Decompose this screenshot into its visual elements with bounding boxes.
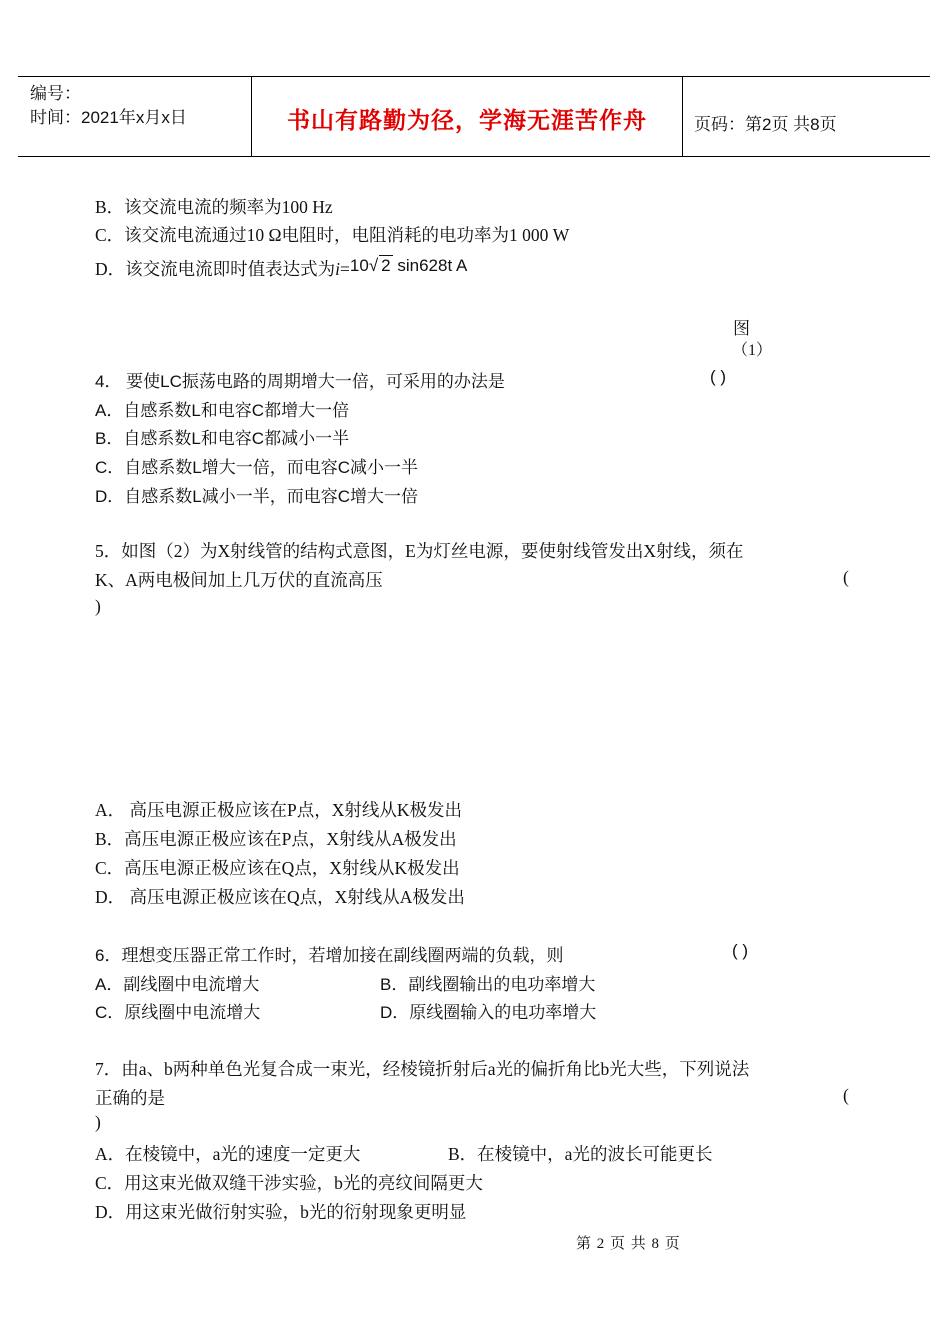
sqrt-icon: √ [368, 256, 379, 275]
header-motto: 书山有路勤为径，学海无涯苦作舟 [287, 107, 647, 133]
q6-answer-bracket: ( ) [732, 941, 749, 960]
time-label: 时间：2021年x月x日 [30, 108, 187, 127]
q6-option-c: C．原线圈中电流增大 [95, 1003, 261, 1022]
q5-option-b: B．高压电源正极应该在P点，X射线从A极发出 [95, 829, 457, 849]
q6-option-a: A．副线圈中电流增大 [95, 975, 260, 994]
q3-formula [350, 256, 467, 275]
figure-1-label: 图 [733, 319, 750, 338]
q5-option-a: A． 高压电源正极应该在P点，X射线从K极发出 [95, 800, 463, 820]
q5-option-d: D． 高压电源正极应该在Q点，X射线从A极发出 [95, 887, 465, 907]
q5-option-c: C．高压电源正极应该在Q点，X射线从K极发出 [95, 858, 460, 878]
header-page-label: 页码：第2页 共8页 [694, 115, 837, 134]
q3-formula-radicand: 2 [381, 256, 391, 275]
number-label: 编号： [30, 84, 81, 103]
header-meta [30, 82, 187, 130]
q3-option-d-text: D．该交流电流即时值表达式为 [95, 259, 336, 279]
q4-stem: 4． 要使LC振荡电路的周期增大一倍，可采用的办法是 [95, 372, 505, 391]
footer-page-number: 第 2 页 共 8 页 [576, 1236, 681, 1252]
q6-option-b: B．副线圈输出的电功率增大 [380, 975, 596, 994]
header-divider-right [682, 76, 683, 157]
q3-formula-coef: 10 [349, 256, 369, 275]
q5-stem-line-2: K、A两电极间加上几万伏的直流高压 [95, 570, 383, 590]
q3-option-c: C．该交流电流通过10 Ω电阻时，电阻消耗的电功率为1 000 W [95, 225, 570, 245]
q6-stem: 6．理想变压器正常工作时，若增加接在副线圈两端的负载，则 [95, 946, 564, 965]
q3-option-b: B．该交流电流的频率为100 Hz [95, 197, 333, 217]
q5-stem-line-1: 5．如图（2）为X射线管的结构式意图，E为灯丝电源，要使射线管发出X射线，须在 [95, 541, 744, 561]
q4-option-d: D．自感系数L减小一半，而电容C增大一倍 [95, 487, 419, 506]
q5-bracket-close: ) [95, 596, 101, 616]
figure-1-number: （1） [732, 342, 773, 359]
q7-option-c: C．用这束光做双缝干涉实验，b光的亮纹间隔更大 [95, 1173, 483, 1193]
q4-option-c: C．自感系数L增大一倍，而电容C减小一半 [95, 458, 419, 477]
q6-option-d: D．原线圈输入的电功率增大 [380, 1003, 597, 1022]
q5-bracket-open: ( [843, 567, 849, 587]
q7-bracket-open: ( [843, 1085, 849, 1105]
q4-option-b: B．自感系数L和电容C都减小一半 [95, 429, 350, 448]
q4-answer-bracket: ( ) [710, 367, 727, 386]
q7-bracket-close: ) [95, 1112, 101, 1132]
header-bottom-rule [18, 156, 930, 157]
header-top-rule [18, 76, 930, 77]
q3-formula-var: i [335, 259, 341, 279]
q7-option-d: D．用这束光做衍射实验，b光的衍射现象更明显 [95, 1202, 467, 1222]
q4-option-a: A．自感系数L和电容C都增大一倍 [95, 401, 350, 420]
q7-option-b: B．在棱镜中，a光的波长可能更长 [448, 1144, 713, 1164]
q7-stem-line-1: 7．由a、b两种单色光复合成一束光，经棱镜折射后a光的偏折角比b光大些，下列说法 [95, 1059, 750, 1079]
q3-option-d [95, 256, 467, 281]
q7-stem-line-2: 正确的是 [95, 1088, 165, 1108]
q3-formula-eq: = [340, 259, 350, 279]
q3-formula-tail: sin628t A [397, 256, 468, 275]
q7-option-a: A．在棱镜中，a光的速度一定更大 [95, 1144, 361, 1164]
